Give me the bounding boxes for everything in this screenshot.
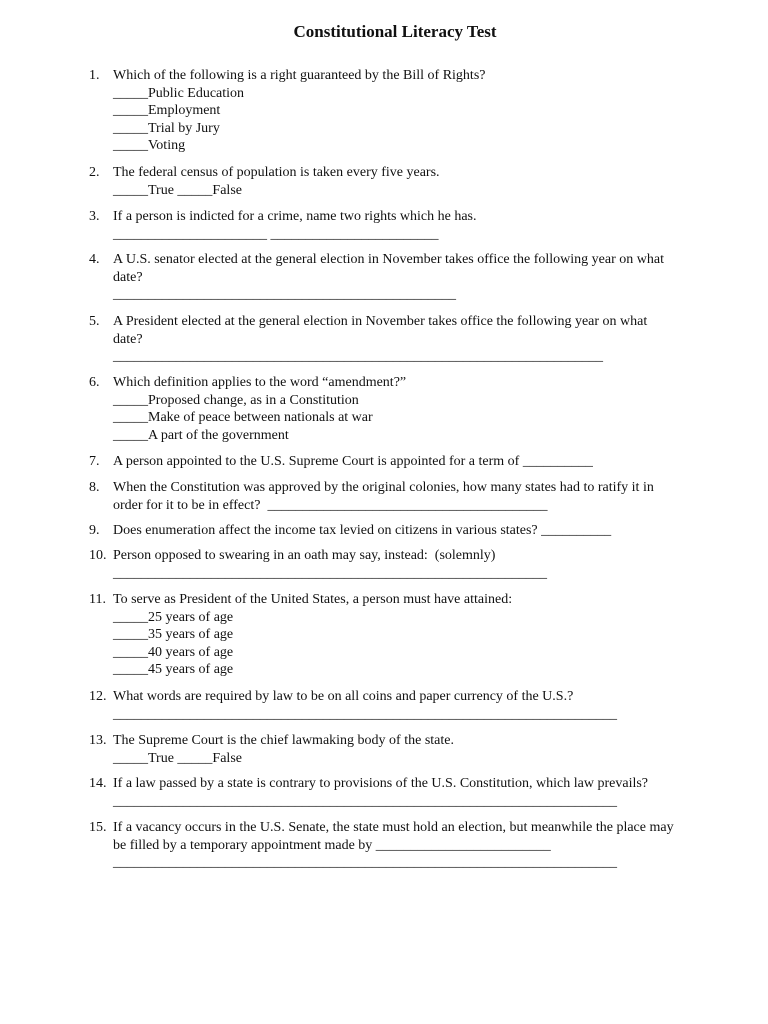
answer-option: _____Trial by Jury — [113, 120, 220, 136]
question-text: order for it to be in effect? ________________________________________ — [113, 497, 548, 513]
answer-option: _____40 years of age — [113, 644, 234, 660]
question-text: Which definition applies to the word “amendment?” — [113, 375, 407, 390]
answer-option: _____Public Education — [113, 85, 245, 101]
question-text: When the Constitution was approved by the original colonies, how many states had to ratify it in — [113, 480, 654, 495]
answer-option: _____Proposed change, as in a Constitution — [113, 392, 359, 408]
question-number: 12. — [89, 689, 107, 704]
answer-option: _____Voting — [113, 138, 186, 153]
answer-option: _____25 years of age — [113, 609, 234, 625]
question-text: A person appointed to the U.S. Supreme Court is appointed for a term of __________ — [113, 454, 593, 469]
answer-blank: ________________________________________________________________________ — [113, 706, 617, 722]
question-number: 9. — [89, 523, 100, 538]
question-number: 4. — [89, 252, 100, 267]
question-number: 2. — [89, 165, 100, 180]
question-number: 11. — [89, 592, 106, 607]
answer-option: _____Employment — [113, 103, 221, 118]
answer-option: _____Make of peace between nationals at war — [113, 410, 373, 425]
answer-blank: ________________________________________________________________________ — [113, 793, 617, 809]
question-number: 10. — [89, 548, 107, 563]
question-text: Does enumeration affect the income tax levied on citizens in various states? __________ — [113, 523, 612, 538]
question-number: 8. — [89, 480, 100, 495]
question-number: 15. — [89, 820, 107, 835]
answer-blank: _________________________________________________ — [113, 287, 456, 302]
question-number: 13. — [89, 733, 107, 748]
question-text: date? — [113, 269, 143, 285]
question-text: date? — [113, 331, 143, 347]
question-text: The Supreme Court is the chief lawmaking body of the state. — [113, 733, 454, 748]
page-title: Constitutional Literacy Test — [293, 22, 497, 41]
answer-option: _____35 years of age — [113, 627, 234, 642]
question-number: 7. — [89, 454, 100, 469]
answer-option: _____A part of the government — [113, 427, 289, 443]
question-text: A U.S. senator elected at the general election in November takes office the following year on what — [113, 252, 664, 267]
answer-blank: ______________________ ________________________ — [113, 226, 439, 242]
question-number: 5. — [89, 314, 100, 329]
question-text: If a person is indicted for a crime, name two rights which he has. — [113, 209, 477, 224]
question-text: To serve as President of the United States, a person must have attained: — [113, 592, 513, 607]
answer-blank: ______________________________________________________________ — [113, 565, 547, 581]
question-text: The federal census of population is taken every five years. — [113, 165, 440, 180]
answer-option: _____45 years of age — [113, 662, 234, 677]
question-text: be filled by a temporary appointment made by _________________________ — [113, 837, 551, 853]
question-text: A President elected at the general election in November takes office the following year on what — [113, 314, 648, 329]
question-number: 3. — [89, 209, 100, 224]
question-number: 6. — [89, 375, 100, 390]
question-text: Person opposed to swearing in an oath may say, instead: (solemnly) — [113, 548, 496, 563]
question-text: What words are required by law to be on all coins and paper currency of the U.S.? — [113, 689, 574, 704]
answer-option: _____True _____False — [113, 750, 242, 766]
question-number: 1. — [89, 68, 100, 83]
question-number: 14. — [89, 776, 107, 791]
question-text: If a vacancy occurs in the U.S. Senate, the state must hold an election, but meanwhile the place may — [113, 820, 674, 835]
answer-blank: ________________________________________________________________________ — [113, 855, 617, 870]
answer-option: _____True _____False — [113, 182, 242, 198]
answer-blank: ______________________________________________________________________ — [113, 349, 603, 364]
question-text: Which of the following is a right guaranteed by the Bill of Rights? — [113, 68, 486, 83]
question-text: If a law passed by a state is contrary to provisions of the U.S. Constitution, which law prevails? — [113, 776, 649, 791]
